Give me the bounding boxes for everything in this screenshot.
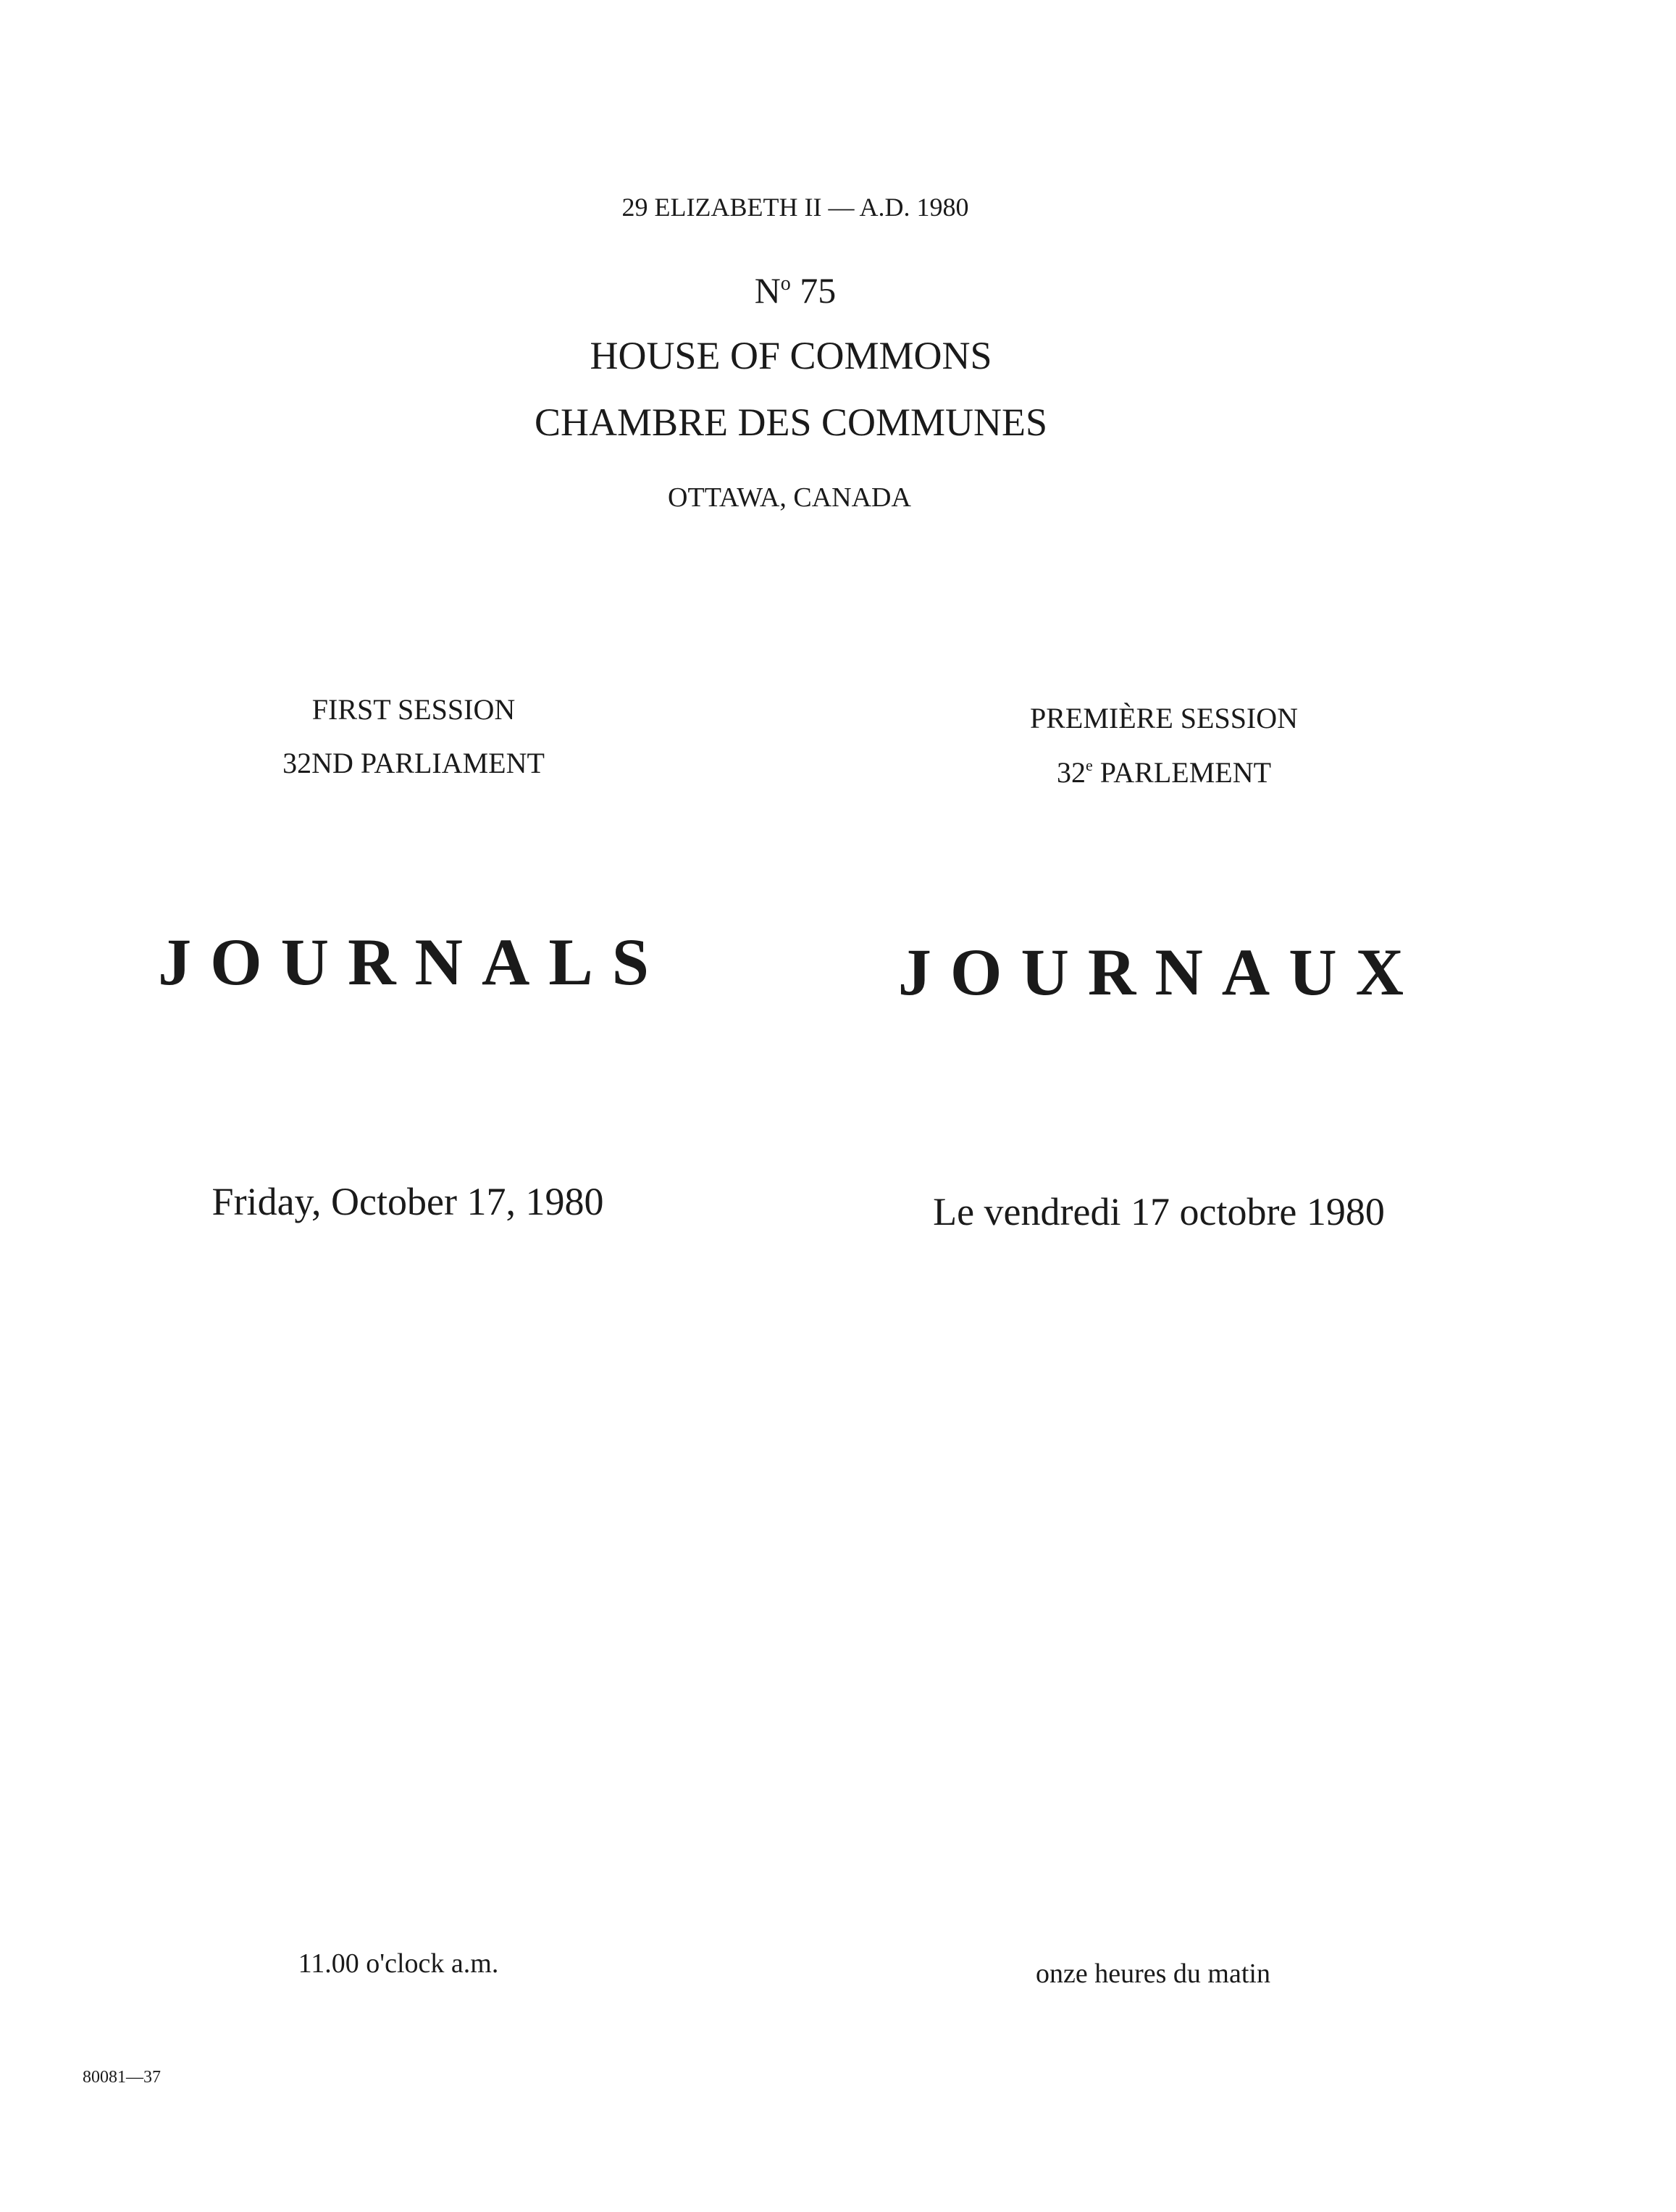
print-code: 80081—37 (83, 2068, 161, 2087)
issue-number (755, 272, 837, 309)
parliament-french-number: 32 (1056, 756, 1086, 789)
session-english: FIRST SESSION (311, 693, 516, 726)
session-french: PREMIÈRE SESSION (1029, 702, 1299, 734)
issue-number-prefix: N (754, 270, 781, 311)
house-name-french: CHAMBRE DES COMMUNES (534, 401, 1048, 444)
sitting-time-french: onze heures du matin (1036, 1958, 1270, 1989)
date-english: Friday, October 17, 1980 (211, 1180, 604, 1223)
issue-number-value: 75 (790, 270, 837, 311)
sitting-time-english: 11.00 o'clock a.m. (298, 1948, 499, 1979)
parliament-french (1057, 758, 1271, 787)
house-name-english: HOUSE OF COMMONS (590, 334, 992, 377)
date-french: Le vendredi 17 octobre 1980 (933, 1190, 1385, 1233)
title-english: JOURNALS (158, 925, 668, 999)
parliament-english: 32ND PARLIAMENT (282, 747, 545, 779)
title-french: JOURNAUX (897, 935, 1423, 1009)
issue-number-superscript: o (780, 272, 791, 295)
regnal-year: 29 ELIZABETH II — A.D. 1980 (621, 193, 969, 222)
place-line: OTTAWA, CANADA (668, 482, 911, 513)
parliament-french-label: PARLEMENT (1092, 756, 1272, 789)
parliament-french-superscript: e (1085, 756, 1093, 774)
